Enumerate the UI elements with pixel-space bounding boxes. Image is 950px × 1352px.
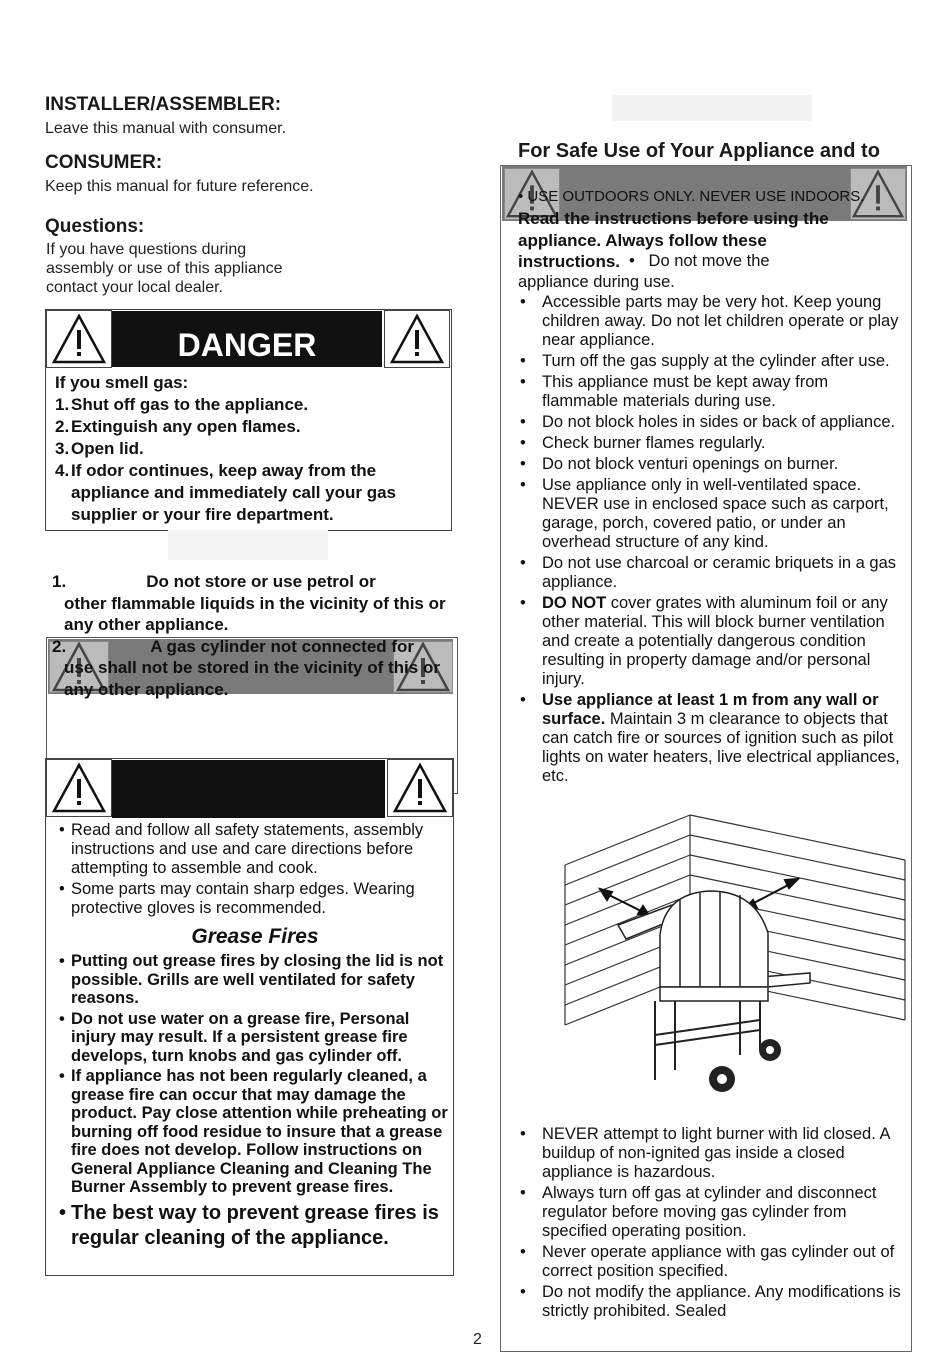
installer-text: Leave this manual with consumer. [45, 120, 287, 137]
list-item: • Read and follow all safety statements, assembly instructions and use and care directions before attempting to assemble and cook. [58, 821, 451, 878]
danger-intro: If you smell gas: [55, 373, 189, 392]
safety-list [58, 821, 451, 920]
always-follow-text: appliance. Always follow these instructions. [518, 231, 767, 271]
grill-clearance-illustration [560, 805, 910, 1100]
list-item: 4. If odor continues, keep away from the appliance and immediately call your gas supplier or your fire department. [55, 461, 397, 524]
list-item: • Do not block venturi openings on burner. [518, 455, 900, 474]
page-number: 2 [473, 1331, 482, 1348]
list-item: • Do not block holes in sides or back of appliance. [518, 413, 900, 432]
list-item: • Use appliance at least 1 m from any wall or surface. Maintain 3 m clearance to objects that can catch fire or sources of ignition such as pilot lights on water heaters, live electrical appliances, etc. [518, 691, 900, 786]
questions-text: If you have questions during assembly or use of this appliance contact your local dealer. [46, 241, 283, 296]
list-item: 3. Open lid. [55, 439, 144, 458]
list-item: • Use appliance only in well-ventilated space. NEVER use in enclosed space such as carport, garage, porch, covered patio, or under an overhead structure of any kind. [518, 476, 900, 552]
faded-warning-band [612, 95, 812, 121]
faded-warning-band [168, 530, 328, 560]
list-item: • Do not use water on a grease fire, Personal injury may result. If a persistent grease fire develops, turn knobs and gas cylinder off. [58, 1010, 448, 1066]
move-bullet-line: • Do not move the [629, 252, 770, 270]
danger-label: DANGER [112, 311, 382, 367]
flammables-warning: 1. Do not store or use petrol or other flammable liquids in the vicinity of this or any other appliance. 2. A gas cylinder not connected for use shall not be stored in the vicinity of this or any other appliance. [52, 572, 446, 699]
list-item: • Some parts may contain sharp edges. Wearing protective gloves is recommended. [58, 880, 451, 918]
list-item: • Always turn off gas at cylinder and disconnect regulator before moving gas cylinder from specified operating position. [518, 1184, 903, 1241]
list-item: • Check burner flames regularly. [518, 434, 900, 453]
right-safety-list [518, 293, 900, 788]
grease-fires-title: Grease Fires [191, 925, 319, 948]
grease-fires-list [58, 952, 448, 1253]
warning-triangle-icon [384, 310, 450, 368]
warning-triangle-icon [46, 310, 112, 368]
warning-band [112, 760, 385, 818]
list-item: 1. Shut off gas to the appliance. [55, 395, 309, 414]
list-item: • Accessible parts may be very hot. Keep young children away. Do not let children operate or play near appliance. [518, 293, 900, 350]
move-rest-line: appliance during use. [518, 273, 675, 291]
list-item: • This appliance must be kept away from flammable materials during use. [518, 373, 900, 411]
list-item: • Do not use charcoal or ceramic briquets in a gas appliance. [518, 554, 900, 592]
consumer-heading: CONSUMER: [45, 152, 163, 173]
list-item: • If appliance has not been regularly cleaned, a grease fire can occur that may damage the product. Pay close attention while preheating or burning off food residue to insure that a grease fire does not develop. Follow instructions on General Appliance Cleaning and Cleaning The Burner Assembly to prevent grease fires. [58, 1067, 448, 1197]
list-item: • Putting out grease fires by closing the lid is not possible. Grills are well ventilated for safety reasons. [58, 952, 448, 1008]
list-item: • Do not modify the appliance. Any modifications is strictly prohibited. Sealed [518, 1283, 903, 1321]
list-item: • NEVER attempt to light burner with lid closed. A buildup of non-ignited gas inside a closed appliance is hazardous. [518, 1125, 903, 1182]
warning-triangle-icon [46, 759, 112, 817]
list-item: 2. Extinguish any open flames. [55, 417, 301, 436]
list-item: • Turn off the gas supply at the cylinder after use. [518, 352, 900, 371]
consumer-text: Keep this manual for future reference. [45, 178, 314, 195]
danger-steps [55, 394, 435, 526]
questions-heading: Questions: [45, 216, 145, 237]
warning-triangle-icon [387, 759, 453, 817]
list-item: • DO NOT cover grates with aluminum foil or any other material. This will block burner ventilation and create a potentially dangerous condition resulting in property damage and/or personal injury. [518, 594, 900, 689]
outdoors-line: • USE OUTDOORS ONLY. NEVER USE INDOORS. [518, 188, 865, 205]
list-item: • Never operate appliance with gas cylinder out of correct position specified. [518, 1243, 903, 1281]
list-item: • The best way to prevent grease fires is regular cleaning of the appliance. [58, 1201, 448, 1251]
installer-heading: INSTALLER/ASSEMBLER: [45, 94, 282, 115]
read-instructions-line: Read the instructions before using the [518, 209, 829, 228]
right-title: For Safe Use of Your Appliance and to [518, 140, 880, 162]
right-bottom-list [518, 1125, 903, 1323]
